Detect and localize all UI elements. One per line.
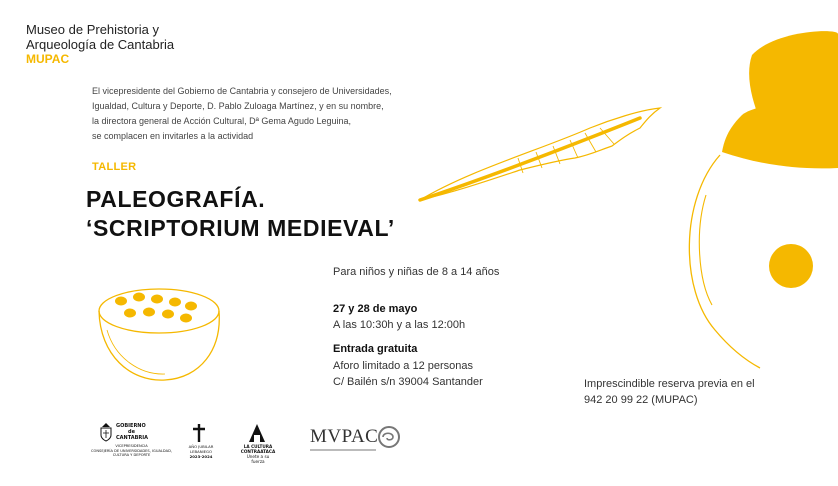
invitation-text — [92, 84, 472, 144]
mupac-logo — [310, 424, 402, 458]
ink-pot-icon — [689, 31, 838, 368]
gobierno-line3: CANTABRIA — [116, 435, 149, 441]
coat-of-arms-icon — [99, 422, 113, 442]
mupac-wordmark: MVPAC — [310, 426, 379, 447]
event-address: C/ Bailén s/n 39004 Santander — [333, 376, 483, 388]
event-category: TALLER — [92, 161, 137, 173]
cultura-line3: Unete a su fuerza — [246, 454, 270, 464]
gobierno-cantabria-logo — [84, 422, 176, 462]
invitation-line: la directora general de Acción Cultural, Dª Gema Agudo Leguina, — [92, 116, 351, 126]
invitation-line: Igualdad, Cultura y Deporte, D. Pablo Zuloaga Martínez, y en su nombre, — [92, 101, 384, 111]
jubilar-line2: LEBANIEGO — [189, 449, 212, 454]
cultura-line2: CONTRAATACA — [240, 449, 276, 454]
event-date: 27 y 28 de mayo — [333, 303, 418, 315]
gobierno-sub3: CULTURA Y DEPORTE — [112, 453, 151, 458]
gobierno-line1: GOBIERNO — [116, 423, 146, 429]
gobierno-line2: de — [128, 429, 135, 435]
mupac-subline — [310, 449, 376, 451]
invitation-line: El vicepresidente del Gobierno de Cantabria y consejero de Universidades, — [92, 86, 392, 96]
cultura-contraataca-logo — [240, 424, 276, 464]
cultura-line1: LA CULTURA — [243, 444, 273, 449]
ano-jubilar-logo — [184, 424, 220, 464]
event-title — [86, 185, 395, 243]
gobierno-sub2: CONSEJERÍA DE UNIVERSIDADES, IGUALDAD, — [91, 448, 172, 453]
event-entry: Entrada gratuita — [333, 343, 418, 355]
invitation-line: se complacen en invitarles a la actividad — [92, 131, 254, 141]
mupac-spiral-icon — [378, 424, 400, 450]
museum-name-line1: Museo de Prehistoria y — [26, 22, 159, 37]
museum-name — [26, 22, 174, 52]
reservation-info — [584, 376, 755, 408]
event-title-line1: PALEOGRAFÍA. — [86, 186, 266, 212]
event-hours: A las 10:30h y a las 12:00h — [333, 319, 466, 331]
cultura-emblem-icon — [249, 424, 265, 442]
reservation-phone[interactable]: 942 20 99 22 (MUPAC) — [584, 394, 698, 406]
museum-name-line2: Arqueología de Cantabria — [26, 37, 175, 52]
jubilar-line1: AÑO JUBILAR — [188, 444, 214, 449]
bowl-icon — [99, 289, 219, 380]
museum-acronym: MUPAC — [26, 52, 70, 66]
cross-icon — [192, 424, 206, 442]
reservation-line1: Imprescindible reserva previa en el — [584, 378, 755, 390]
gobierno-sub1: VICEPRESIDENCIA — [115, 444, 148, 448]
jubilar-line3: 2023-2024 — [189, 454, 213, 459]
event-capacity: Aforo limitado a 12 personas — [333, 360, 474, 372]
event-title-line2: ‘SCRIPTORIUM MEDIEVAL’ — [86, 215, 395, 241]
event-audience: Para niños y niñas de 8 a 14 años — [333, 266, 500, 278]
